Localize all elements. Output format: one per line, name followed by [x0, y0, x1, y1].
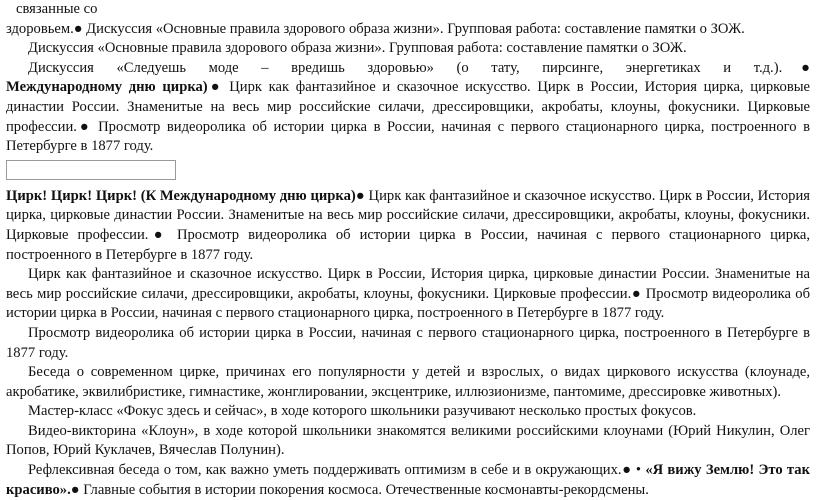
- paragraph-2: Дискуссия «Основные правила здорового образа жизни». Групповая работа: составление памятки о ЗОЖ.: [28, 40, 687, 57]
- paragraph-4: [6, 78, 810, 156]
- paragraph-10: Видео-викторина «Клоун», в ходе которой школьники знакомятся великими российскими клоунами (Юрий Никулин, Олег Попов, Юрий Куклачев, Вячеслав Полунин).: [6, 422, 810, 459]
- paragraph-7: Просмотр видеоролика об истории цирка в России, начиная с первого стационарного цирка, построенного в Петербурге в 1877 году.: [6, 324, 810, 361]
- paragraph-8: Беседа о современном цирке, причинах его популярности у детей и взрослых, о видах циркового искусства (клоунаде, акробатике, эквилибристике, гимнастике, жонглировании, эксцентрике, иллюзионизме, пантомиме, дрессировке животных).: [6, 364, 810, 400]
- document-page: [6, 0, 810, 500]
- paragraph-1: здоровьем.● Дискуссия «Основные правила здорового образа жизни». Групповая работа: составление памятки о ЗОЖ.: [6, 20, 745, 37]
- paragraph-5-text: Цирк как фантазийное и сказочное искусство. Цирк в России, История цирка, цирковые династии России. Знаменитые на весь мир российские силачи, дрессировщики, акробаты, клоуны, фокусники. Цирковые профессии.● Просмотр видеоролика об истории цирка в России, начиная с первого стационарного цирка, построенного в Петербурге в 1877 году.: [6, 187, 810, 263]
- paragraph-11: [6, 461, 810, 500]
- paragraph-4-bold: Международному дню цирка)●: [6, 79, 223, 96]
- paragraph-11-bold: «Я вижу Землю! Это так красиво».●: [6, 462, 810, 498]
- paragraph-6: Цирк как фантазийное и сказочное искусство. Цирк в России, История цирка, цирковые династии России. Знаменитые на весь мир российские силачи, дрессировщики, акробаты, клоуны, фокусники. Цирковые профессии.● Просмотр видеоролика об истории цирка в России, начиная с первого стационарного цирка, построенного в Петербурге в 1877 году.: [6, 266, 810, 322]
- paragraph-5: [6, 187, 810, 265]
- paragraph-9: Мастер-класс «Фокус здесь и сейчас», в ходе которого школьники разучивают несколько простых фокусов.: [28, 403, 697, 420]
- paragraph-5-bold: Цирк! Цирк! Цирк! (К Международному дню цирка)●: [6, 187, 365, 204]
- paragraph-11-text-a: Рефлексивная беседа о том, как важно уметь поддерживать оптимизм в себе и в окружающих.● •: [28, 462, 646, 479]
- paragraph-4-text: Цирк как фантазийное и сказочное искусство. Цирк в России, История цирка, цирковые династии России. Знаменитые на весь мир российские силачи, дрессировщики, акробаты, клоуны, фокусники. Цирковые профессии.● Просмотр видеоролика об истории цирка в России, начиная с первого стационарного цирка, построенного в Петербурге в 1877 году.: [6, 79, 810, 155]
- paragraph-3: Дискуссия «Следуешь моде – вредишь здоровью» (о тату, пирсинге, энергетиках и т.д.).●: [28, 59, 810, 76]
- paragraph-11-text-b: Главные события в истории покорения космоса. Отечественные космонавты-рекордсмены.: [79, 481, 649, 498]
- paragraph-0: связанные со: [16, 1, 98, 17]
- empty-box: [6, 160, 176, 180]
